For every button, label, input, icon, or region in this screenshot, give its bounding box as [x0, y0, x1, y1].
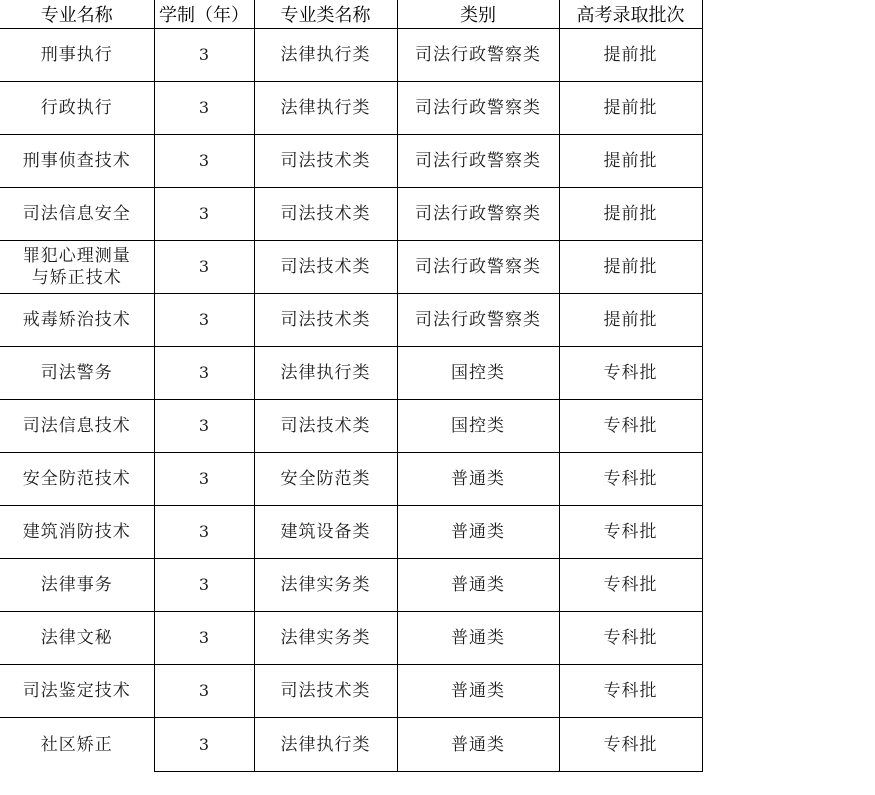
cell-program-name [0, 188, 154, 241]
cell-category-name: 司法技术类 [254, 665, 397, 718]
cell-type: 普通类 [397, 453, 559, 506]
cell-duration: 3 [154, 453, 254, 506]
cell-program-name [0, 506, 154, 559]
cell-admission-batch: 提前批 [559, 135, 702, 188]
cell-duration: 3 [154, 665, 254, 718]
cell-type: 国控类 [397, 400, 559, 453]
cell-program-name [0, 241, 154, 294]
cell-program-name [0, 400, 154, 453]
program-name-text: 建筑消防技术 [22, 522, 131, 542]
cell-program-name [0, 665, 154, 718]
cell-admission-batch: 专科批 [559, 665, 702, 718]
cell-category-name: 法律实务类 [254, 612, 397, 665]
cell-admission-batch: 专科批 [559, 718, 702, 772]
cell-admission-batch: 提前批 [559, 294, 702, 347]
cell-duration: 3 [154, 82, 254, 135]
cell-type: 普通类 [397, 506, 559, 559]
table-body [0, 29, 702, 772]
cell-duration: 3 [154, 29, 254, 82]
cell-duration: 3 [154, 400, 254, 453]
cell-duration: 3 [154, 135, 254, 188]
table-row [0, 559, 702, 612]
program-name-text: 安全防范技术 [22, 469, 131, 489]
cell-duration: 3 [154, 347, 254, 400]
table-row [0, 453, 702, 506]
cell-category-name: 司法技术类 [254, 188, 397, 241]
cell-category-name: 法律实务类 [254, 559, 397, 612]
table-row [0, 506, 702, 559]
cell-category-name: 司法技术类 [254, 400, 397, 453]
program-name-text: 司法鉴定技术 [22, 681, 131, 701]
cell-category-name: 司法技术类 [254, 241, 397, 294]
cell-admission-batch: 提前批 [559, 82, 702, 135]
header-category-name: 专业类名称 [254, 0, 397, 29]
cell-program-name [0, 559, 154, 612]
cell-category-name: 司法技术类 [254, 294, 397, 347]
cell-duration: 3 [154, 188, 254, 241]
header-duration: 学制（年） [154, 0, 254, 29]
table-row [0, 241, 702, 294]
program-name-text: 罪犯心理测量与矫正技术 [22, 246, 131, 288]
cell-type: 司法行政警察类 [397, 241, 559, 294]
cell-category-name: 法律执行类 [254, 82, 397, 135]
table-row [0, 82, 702, 135]
cell-admission-batch: 提前批 [559, 188, 702, 241]
cell-type: 司法行政警察类 [397, 188, 559, 241]
header-type: 类别 [397, 0, 559, 29]
cell-admission-batch: 专科批 [559, 612, 702, 665]
program-name-text: 社区矫正 [40, 734, 113, 755]
cell-duration: 3 [154, 612, 254, 665]
cell-admission-batch: 专科批 [559, 506, 702, 559]
cell-admission-batch: 提前批 [559, 29, 702, 82]
program-name-text: 司法信息技术 [22, 416, 131, 436]
table-header-row [0, 0, 702, 29]
cell-admission-batch: 专科批 [559, 400, 702, 453]
cell-category-name: 建筑设备类 [254, 506, 397, 559]
cell-admission-batch: 专科批 [559, 453, 702, 506]
program-name-text: 司法警务 [40, 363, 113, 383]
table-row [0, 135, 702, 188]
cell-program-name [0, 453, 154, 506]
cell-duration: 3 [154, 559, 254, 612]
cell-program-name [0, 135, 154, 188]
cell-admission-batch: 专科批 [559, 559, 702, 612]
cell-type: 普通类 [397, 612, 559, 665]
cell-category-name: 司法技术类 [254, 135, 397, 188]
cell-program-name [0, 29, 154, 82]
table-row [0, 665, 702, 718]
header-program-name: 专业名称 [0, 0, 154, 29]
table-row [0, 188, 702, 241]
table-row [0, 400, 702, 453]
cell-type: 司法行政警察类 [397, 135, 559, 188]
cell-type: 普通类 [397, 718, 559, 772]
cell-category-name: 法律执行类 [254, 29, 397, 82]
table-row [0, 347, 702, 400]
program-name-text: 刑事执行 [40, 45, 113, 65]
program-name-text: 刑事侦查技术 [22, 151, 131, 171]
cell-program-name [0, 82, 154, 135]
cell-category-name: 法律执行类 [254, 347, 397, 400]
table-row [0, 29, 702, 82]
cell-admission-batch: 提前批 [559, 241, 702, 294]
cell-type: 国控类 [397, 347, 559, 400]
table-row [0, 612, 702, 665]
program-name-text: 戒毒矫治技术 [22, 310, 131, 330]
cell-category-name: 安全防范类 [254, 453, 397, 506]
cell-type: 司法行政警察类 [397, 29, 559, 82]
cell-duration: 3 [154, 294, 254, 347]
cell-type: 普通类 [397, 665, 559, 718]
cell-duration: 3 [154, 506, 254, 559]
cell-program-name [0, 612, 154, 665]
cell-type: 司法行政警察类 [397, 82, 559, 135]
cell-program-name [0, 718, 154, 772]
cell-type: 普通类 [397, 559, 559, 612]
cell-program-name [0, 294, 154, 347]
cell-duration: 3 [154, 718, 254, 772]
cell-type: 司法行政警察类 [397, 294, 559, 347]
program-name-text: 法律事务 [40, 575, 113, 595]
table-row [0, 294, 702, 347]
table-row [0, 718, 702, 772]
cell-program-name [0, 347, 154, 400]
cell-category-name: 法律执行类 [254, 718, 397, 772]
program-name-text: 司法信息安全 [22, 204, 131, 224]
cell-duration: 3 [154, 241, 254, 294]
header-admission-batch: 高考录取批次 [559, 0, 702, 29]
program-name-text: 行政执行 [40, 98, 113, 118]
program-name-text: 法律文秘 [40, 628, 113, 648]
cell-admission-batch: 专科批 [559, 347, 702, 400]
